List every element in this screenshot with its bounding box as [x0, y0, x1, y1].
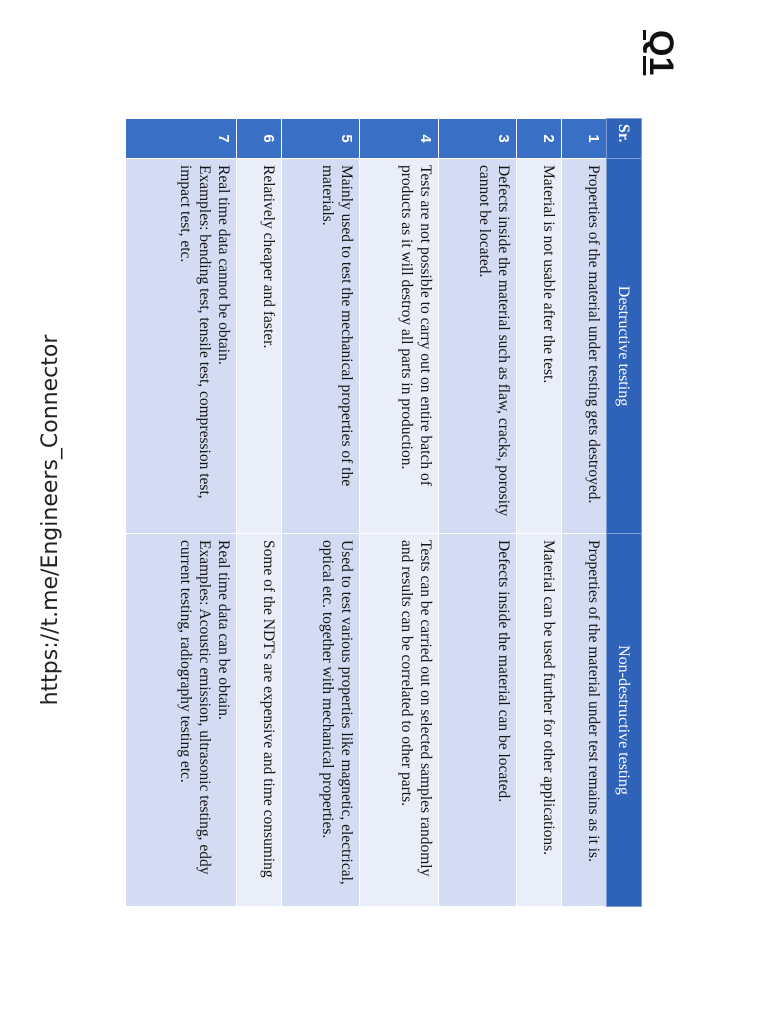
table-row	[516, 119, 561, 907]
header-destructive: Destructive testing	[607, 159, 642, 534]
comparison-table	[125, 118, 642, 907]
non-destructive-cell: Real time data can be obtain. Examples: Acoustic emission, ultrasonic testing, eddy current testing, radiography testing etc.	[126, 534, 237, 907]
question-number: Q1	[642, 30, 680, 76]
row-number: 2	[516, 119, 561, 159]
table-row	[237, 119, 282, 907]
header-non-destructive: Non-destructive testing	[607, 534, 642, 907]
destructive-cell: Tests are not possible to carry out on entire batch of products as it will destroy all parts in production.	[360, 159, 438, 534]
destructive-cell: Material is not usable after the test.	[516, 159, 561, 534]
table-row	[282, 119, 360, 907]
non-destructive-cell: Used to test various properties like magnetic, electrical, optical etc. together with mechanical properties.	[282, 534, 360, 907]
non-destructive-cell: Defects inside the material can be located.	[438, 534, 516, 907]
non-destructive-cell: Tests can be carried out on selected samples randomly and results can be correlated to other parts.	[360, 534, 438, 907]
footer-link[interactable]: https://t.me/Engineers_Connector	[38, 334, 63, 706]
row-number: 6	[237, 119, 282, 159]
non-destructive-cell: Properties of the material under test remains as it is.	[561, 534, 606, 907]
destructive-cell: Mainly used to test the mechanical properties of the materials.	[282, 159, 360, 534]
header-sr: Sr.	[607, 119, 642, 159]
table-row	[438, 119, 516, 907]
row-number: 3	[438, 119, 516, 159]
header-row	[607, 119, 642, 907]
table-row	[561, 119, 606, 907]
row-number: 5	[282, 119, 360, 159]
table-row	[360, 119, 438, 907]
table-row	[126, 119, 237, 907]
destructive-cell: Real time data cannot be obtain. Examples: bending test, tensile test, compression test, impact test, etc.	[126, 159, 237, 534]
row-number: 1	[561, 119, 606, 159]
row-number: 4	[360, 119, 438, 159]
row-number: 7	[126, 119, 237, 159]
destructive-cell: Defects inside the material such as flaw, cracks, porosity cannot be located.	[438, 159, 516, 534]
destructive-cell: Properties of the material under testing gets destroyed.	[561, 159, 606, 534]
non-destructive-cell: Material can be used further for other applications.	[516, 534, 561, 907]
non-destructive-cell: Some of the NDT's are expensive and time consuming	[237, 534, 282, 907]
destructive-cell: Relatively cheaper and faster.	[237, 159, 282, 534]
